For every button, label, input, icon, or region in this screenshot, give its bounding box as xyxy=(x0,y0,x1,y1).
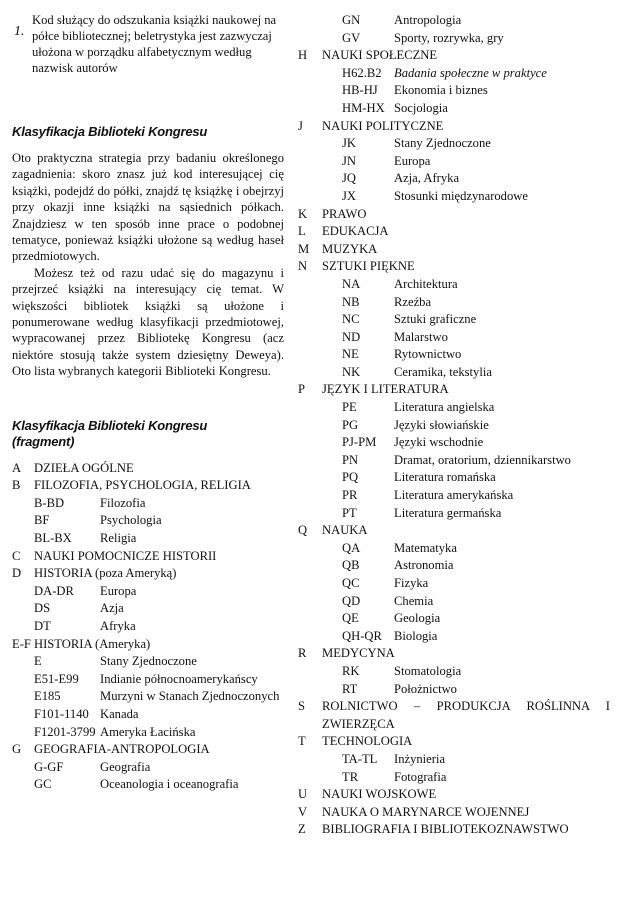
category-letter: J xyxy=(298,118,303,133)
subcategory-code: GC xyxy=(34,777,52,792)
subcategory-code: QB xyxy=(342,558,360,573)
subcategory-row xyxy=(298,153,610,171)
subcategory-name: Literatura amerykańska xyxy=(394,488,514,503)
row-indent xyxy=(298,153,342,171)
category-row xyxy=(298,206,610,224)
subcategory-row xyxy=(298,329,610,347)
category-name: MUZYKA xyxy=(322,241,378,256)
row-indent xyxy=(12,724,34,742)
subcategory-row xyxy=(298,557,610,575)
subcategory-row xyxy=(298,170,610,188)
subcategory-code: H62.B2 xyxy=(342,65,382,80)
subcategory-name: Matematyka xyxy=(394,540,457,555)
row-indent xyxy=(298,65,342,83)
row-indent xyxy=(298,100,342,118)
category-letter: D xyxy=(12,566,22,581)
subcategory-name: Oceanologia i oceanografia xyxy=(100,777,239,792)
list-heading xyxy=(12,418,284,450)
subcategory-row xyxy=(298,12,610,30)
subcategory-code: GV xyxy=(342,30,361,45)
subcategory-row xyxy=(298,505,610,523)
subcategory-code: RT xyxy=(342,681,358,696)
subcategory-name: Geografia xyxy=(100,759,151,774)
right-column xyxy=(298,12,610,839)
row-indent xyxy=(298,399,342,417)
category-name: MEDYCYNA xyxy=(322,646,395,661)
category-letter: N xyxy=(298,259,308,274)
subcategory-name: Kanada xyxy=(100,707,139,721)
row-indent xyxy=(12,759,34,777)
subcategory-code: DA-DR xyxy=(34,583,74,598)
subcategory-code: JN xyxy=(342,153,356,168)
paragraph: Możesz też od razu udać się do magazynu i przejrzeć książki na interesujący cię temat. W większości bibliotek książki są ułożone i ponumerowane według klasyfikacji przedmiotowej, wypracowanej przez Bibliotekę Kongresu (acz niektóre stosują także system dziesiętny Deweya). Oto lista wybranych kategorii Biblioteki Kongresu. xyxy=(12,265,284,379)
subcategory-name: Fotografia xyxy=(394,769,447,784)
subcategory-row xyxy=(12,688,284,706)
category-letter: C xyxy=(12,548,21,563)
subcategory-code: E51-E99 xyxy=(34,671,79,686)
category-name: ROLNICTWO – PRODUKCJA ROŚLINNA I ZWIERZĘCA xyxy=(322,699,610,731)
category-name: PRAWO xyxy=(322,206,367,221)
category-row xyxy=(12,460,284,478)
subcategory-row xyxy=(298,294,610,312)
row-indent xyxy=(12,495,34,513)
subcategory-code: QE xyxy=(342,611,359,626)
row-indent xyxy=(298,769,342,787)
category-name: JĘZYK I LITERATURA xyxy=(322,382,449,397)
row-indent xyxy=(298,82,342,100)
subcategory-name: Europa xyxy=(100,583,137,598)
category-name: EDUKACJA xyxy=(322,224,389,239)
subcategory-row xyxy=(298,65,610,83)
subcategory-name: Indianie północnoamerykańscy xyxy=(100,671,258,686)
subcategory-row xyxy=(298,311,610,329)
subcategory-name: Ceramika, tekstylia xyxy=(394,364,492,379)
subcategory-name: Psychologia xyxy=(100,513,162,528)
subcategory-name: Języki słowiańskie xyxy=(394,417,489,432)
subcategory-row xyxy=(298,751,610,769)
list-heading-subtitle: (fragment) xyxy=(12,433,75,449)
category-row xyxy=(12,477,284,495)
subcategory-name: Filozofia xyxy=(100,495,146,510)
subcategory-code: TR xyxy=(342,769,359,784)
category-row xyxy=(298,522,610,540)
row-indent xyxy=(298,188,342,206)
category-name: HISTORIA (poza Ameryką) xyxy=(34,566,177,581)
subcategory-code: JQ xyxy=(342,171,356,186)
subcategory-name: Fizyka xyxy=(394,576,429,590)
subcategory-row xyxy=(298,575,610,593)
category-letter: R xyxy=(298,646,307,661)
subcategory-row xyxy=(298,82,610,100)
row-indent xyxy=(298,452,342,470)
subcategory-name: Ameryka Łacińska xyxy=(100,724,196,739)
subcategory-row xyxy=(298,487,610,505)
category-letter: E-F xyxy=(12,636,31,651)
category-row xyxy=(298,118,610,136)
subcategory-row xyxy=(298,100,610,118)
row-indent xyxy=(12,530,34,548)
category-row xyxy=(298,381,610,399)
subcategory-code: QD xyxy=(342,593,361,608)
classification-list-left xyxy=(12,460,284,794)
subcategory-code: PN xyxy=(342,452,359,467)
subcategory-row xyxy=(12,724,284,742)
subcategory-code: E185 xyxy=(34,689,61,704)
subcategory-row xyxy=(12,759,284,777)
row-indent xyxy=(12,583,34,601)
subcategory-code: GN xyxy=(342,13,361,27)
left-column xyxy=(12,12,284,794)
category-row xyxy=(298,258,610,276)
category-row xyxy=(298,223,610,241)
category-name: NAUKI POMOCNICZE HISTORII xyxy=(34,548,217,563)
row-indent xyxy=(12,706,34,724)
subcategory-code: DT xyxy=(34,619,51,634)
subcategory-name: Socjologia xyxy=(394,100,448,115)
row-indent xyxy=(12,776,34,794)
row-indent xyxy=(298,575,342,593)
subcategory-name: Rzeźba xyxy=(394,294,432,309)
subcategory-row xyxy=(298,610,610,628)
category-name: NAUKI POLITYCZNE xyxy=(322,118,444,133)
row-indent xyxy=(12,653,34,671)
subcategory-name: Stany Zjednoczone xyxy=(100,654,197,669)
subcategory-row xyxy=(298,593,610,611)
category-row xyxy=(298,786,610,804)
row-indent xyxy=(298,681,342,699)
category-letter: A xyxy=(12,460,22,475)
subcategory-name: Murzyni w Stanach Zjednoczonych xyxy=(100,689,280,704)
subcategory-row xyxy=(298,681,610,699)
subcategory-row xyxy=(298,30,610,48)
list-heading-title: Klasyfikacja Biblioteki Kongresu xyxy=(12,417,208,433)
category-letter: T xyxy=(298,734,306,749)
category-name: BIBLIOGRAFIA I BIBLIOTEKOZNAWSTWO xyxy=(322,822,569,837)
subcategory-row xyxy=(12,530,284,548)
category-name: HISTORIA (Ameryka) xyxy=(34,636,151,651)
row-indent xyxy=(298,751,342,769)
subcategory-code: NA xyxy=(342,276,361,291)
subcategory-code: G-GF xyxy=(34,759,64,774)
subcategory-name: Architektura xyxy=(394,276,458,291)
subcategory-row xyxy=(298,346,610,364)
category-row xyxy=(298,804,610,822)
subcategory-row xyxy=(298,469,610,487)
category-letter: U xyxy=(298,787,308,802)
row-indent xyxy=(12,671,34,689)
row-indent xyxy=(298,294,342,312)
subcategory-name: Stany Zjednoczone xyxy=(394,136,491,151)
footnote-text: Kod służący do odszukania książki naukowej na półce bibliotecznej; beletrystyka jest zazwyczaj ułożona w porządku alfabetycznym według nazwisk autorów xyxy=(32,13,277,75)
subcategory-row xyxy=(12,618,284,636)
subcategory-name: Azja xyxy=(100,601,124,616)
subcategory-row xyxy=(298,628,610,646)
category-row xyxy=(298,821,610,839)
row-indent xyxy=(298,30,342,48)
subcategory-code: HB-HJ xyxy=(342,83,378,98)
subcategory-name: Języki wschodnie xyxy=(394,435,484,450)
category-row xyxy=(298,47,610,65)
subcategory-name: Stosunki międzynarodowe xyxy=(394,188,528,203)
subcategory-code: QA xyxy=(342,540,361,555)
category-row xyxy=(298,698,610,733)
row-indent xyxy=(298,540,342,558)
category-row xyxy=(12,741,284,759)
subcategory-name: Antropologia xyxy=(394,13,462,27)
subcategory-row xyxy=(298,188,610,206)
subcategory-name: Dramat, oratorium, dziennikarstwo xyxy=(394,452,571,467)
subcategory-code: E xyxy=(34,654,42,669)
category-name: SZTUKI PIĘKNE xyxy=(322,259,415,274)
subcategory-row xyxy=(298,364,610,382)
subcategory-row xyxy=(12,671,284,689)
category-letter: B xyxy=(12,478,21,493)
subcategory-row xyxy=(12,600,284,618)
subcategory-row xyxy=(298,663,610,681)
subcategory-row xyxy=(12,495,284,513)
subcategory-code: PT xyxy=(342,505,357,520)
subcategory-code: NB xyxy=(342,294,360,309)
row-indent xyxy=(298,276,342,294)
subcategory-name: Ekonomia i biznes xyxy=(394,83,488,98)
subcategory-name: Afryka xyxy=(100,619,136,634)
category-letter: G xyxy=(12,742,22,757)
subcategory-name: Biologia xyxy=(394,628,438,643)
subcategory-row xyxy=(298,399,610,417)
subcategory-row xyxy=(298,276,610,294)
row-indent xyxy=(298,434,342,452)
category-name: NAUKA xyxy=(322,523,368,538)
subcategory-name: Geologia xyxy=(394,611,441,626)
subcategory-name: Położnictwo xyxy=(394,681,457,696)
row-indent xyxy=(298,135,342,153)
row-indent xyxy=(298,487,342,505)
row-indent xyxy=(12,618,34,636)
subcategory-code: BF xyxy=(34,513,50,528)
category-letter: V xyxy=(298,804,308,819)
row-indent xyxy=(298,593,342,611)
row-indent xyxy=(298,170,342,188)
subcategory-name: Europa xyxy=(394,153,431,168)
subcategory-code: PQ xyxy=(342,470,359,485)
subcategory-name: Religia xyxy=(100,531,137,546)
category-row xyxy=(12,565,284,583)
category-row xyxy=(298,733,610,751)
subcategory-code: F101-1140 xyxy=(34,707,89,721)
row-indent xyxy=(298,557,342,575)
subcategory-name: Badania społeczne w praktyce xyxy=(394,65,547,80)
row-indent xyxy=(12,600,34,618)
category-name: NAUKI SPOŁECZNE xyxy=(322,48,438,63)
classification-list-right xyxy=(298,12,610,839)
subcategory-name: Literatura romańska xyxy=(394,470,496,485)
category-letter: Q xyxy=(298,523,308,538)
subcategory-name: Malarstwo xyxy=(394,329,448,344)
section-heading: Klasyfikacja Biblioteki Kongresu xyxy=(12,124,208,139)
subcategory-name: Astronomia xyxy=(394,558,454,573)
subcategory-code: ND xyxy=(342,329,361,344)
category-row xyxy=(298,645,610,663)
subcategory-code: DS xyxy=(34,601,51,616)
row-indent xyxy=(298,364,342,382)
subcategory-row xyxy=(12,776,284,794)
subcategory-code: TA-TL xyxy=(342,751,378,766)
subcategory-code: HM-HX xyxy=(342,100,385,115)
subcategory-name: Inżynieria xyxy=(394,751,446,766)
subcategory-code: NE xyxy=(342,347,359,362)
subcategory-code: PG xyxy=(342,417,359,432)
subcategory-code: QH-QR xyxy=(342,628,382,643)
subcategory-name: Sporty, rozrywka, gry xyxy=(394,30,504,45)
category-letter: K xyxy=(298,206,308,221)
subcategory-row xyxy=(298,417,610,435)
row-indent xyxy=(298,346,342,364)
subcategory-name: Literatura angielska xyxy=(394,400,495,415)
category-letter: Z xyxy=(298,822,306,837)
row-indent xyxy=(298,417,342,435)
subcategory-row xyxy=(298,452,610,470)
category-name: NAUKA O MARYNARCE WOJENNEJ xyxy=(322,804,530,819)
subcategory-code: PE xyxy=(342,400,357,415)
row-indent xyxy=(298,663,342,681)
category-letter: M xyxy=(298,241,310,256)
subcategory-name: Sztuki graficzne xyxy=(394,312,477,327)
row-indent xyxy=(298,628,342,646)
row-indent xyxy=(298,311,342,329)
row-indent xyxy=(298,469,342,487)
row-indent xyxy=(298,329,342,347)
paragraph: Oto praktyczna strategia przy badaniu określonego zagadnienia: skoro znasz już kod interesującej cię książki, podejdź do półki, znajdź tę książkę i obejrzyj przy okazji inne książki na sąsiednich półkach. Znajdziesz w ten sposób inne prace o podobnej tematyce, ponieważ książki ułożone są według haseł przedmiotowych. xyxy=(12,151,284,264)
row-indent xyxy=(12,512,34,530)
subcategory-name: Stomatologia xyxy=(394,663,462,678)
category-letter: S xyxy=(298,699,306,714)
body-text xyxy=(12,150,284,380)
footnote-marker: 1. xyxy=(14,24,25,39)
subcategory-name: Azja, Afryka xyxy=(394,171,460,186)
subcategory-code: NK xyxy=(342,364,361,379)
subcategory-row xyxy=(12,653,284,671)
subcategory-code: RK xyxy=(342,663,360,678)
category-row xyxy=(12,548,284,566)
row-indent xyxy=(298,12,342,30)
subcategory-name: Chemia xyxy=(394,593,434,608)
footnote xyxy=(12,12,284,76)
category-name: DZIEŁA OGÓLNE xyxy=(34,460,134,475)
subcategory-row xyxy=(12,583,284,601)
category-name: NAUKI WOJSKOWE xyxy=(322,787,437,802)
category-row xyxy=(12,636,284,654)
subcategory-row xyxy=(298,135,610,153)
row-indent xyxy=(298,610,342,628)
subcategory-name: Literatura germańska xyxy=(394,505,502,520)
category-name: FILOZOFIA, PSYCHOLOGIA, RELIGIA xyxy=(34,478,251,493)
category-letter: H xyxy=(298,48,308,63)
subcategory-code: PR xyxy=(342,488,358,503)
row-indent xyxy=(12,688,34,706)
subcategory-code: BL-BX xyxy=(34,531,72,546)
subcategory-name: Rytownictwo xyxy=(394,347,462,362)
category-name: TECHNOLOGIA xyxy=(322,734,413,749)
subcategory-code: B-BD xyxy=(34,495,65,510)
category-name: GEOGRAFIA-ANTROPOLOGIA xyxy=(34,742,210,757)
subcategory-code: NC xyxy=(342,312,360,327)
category-letter: L xyxy=(298,224,306,239)
category-letter: P xyxy=(298,382,306,397)
subcategory-row xyxy=(298,769,610,787)
category-row xyxy=(298,241,610,259)
subcategory-code: PJ-PM xyxy=(342,435,377,450)
subcategory-code: JX xyxy=(342,188,356,203)
subcategory-code: QC xyxy=(342,576,360,590)
subcategory-row xyxy=(298,434,610,452)
subcategory-row xyxy=(12,512,284,530)
subcategory-row xyxy=(298,540,610,558)
row-indent xyxy=(298,505,342,523)
subcategory-code: F1201-3799 xyxy=(34,724,96,739)
subcategory-code: JK xyxy=(342,136,356,151)
subcategory-row xyxy=(12,706,284,724)
